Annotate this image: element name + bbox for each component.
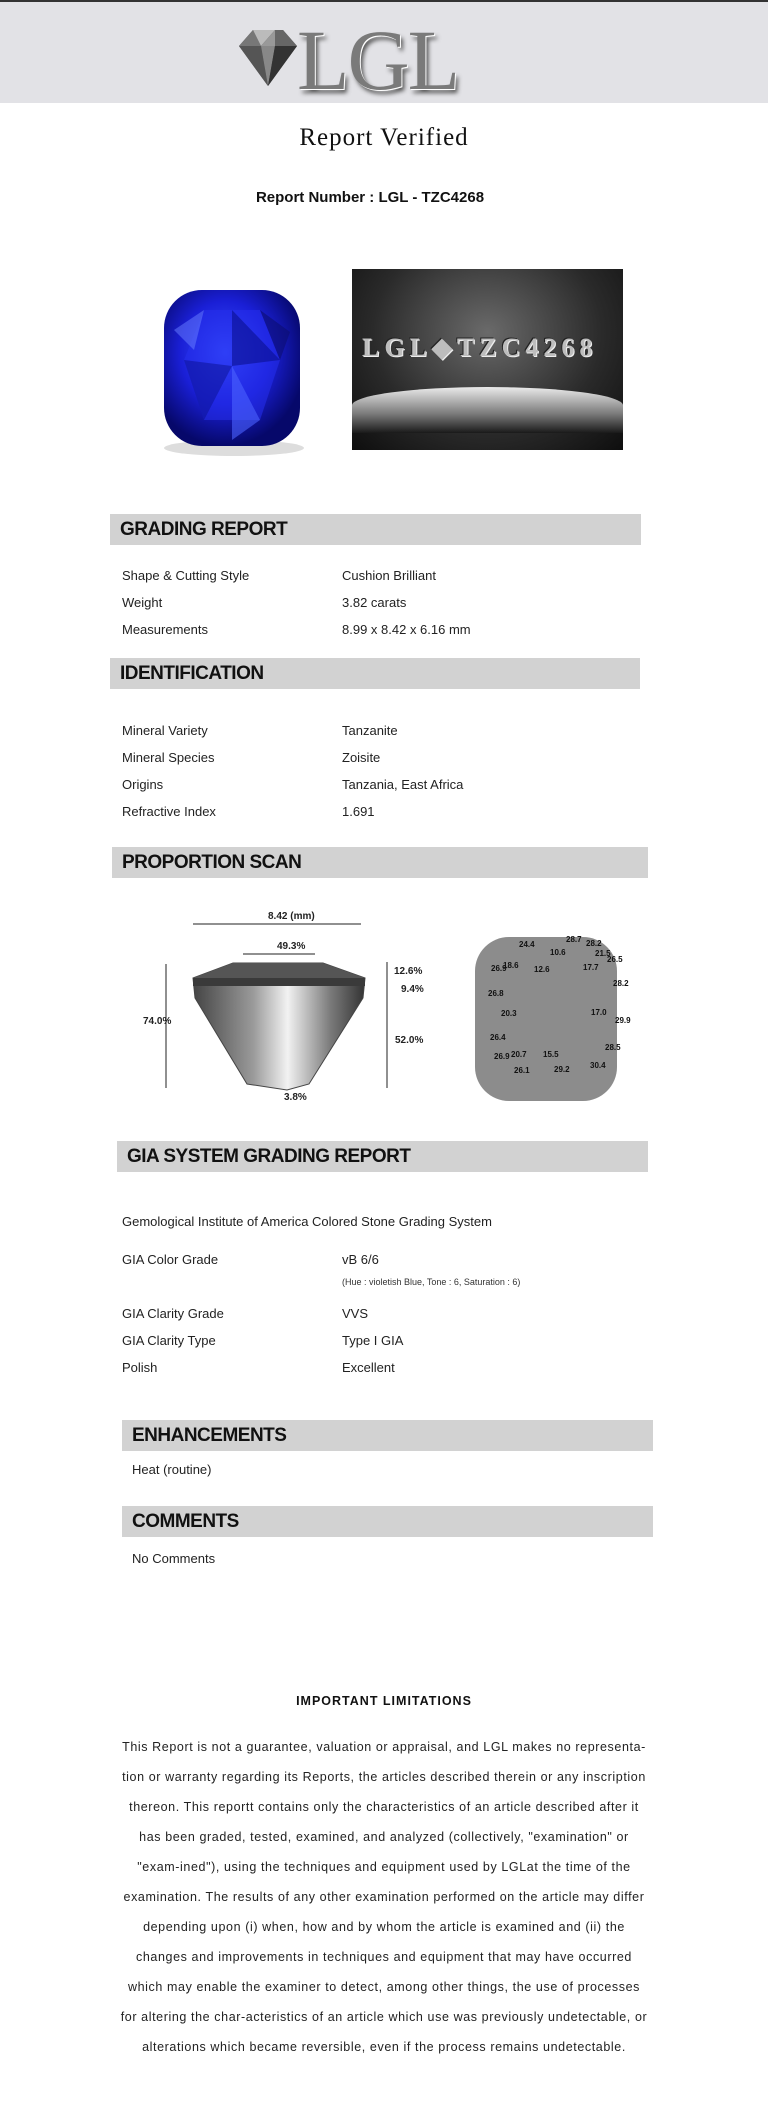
face-value: 21.5 (595, 949, 611, 958)
gia-clarity-grade-value: VVS (342, 1306, 369, 1321)
face-value: 28.5 (605, 1043, 621, 1052)
gia-system-text: Gemological Institute of America Colored Stone Grading System (122, 1214, 492, 1229)
table-percent-label: 49.3% (277, 941, 306, 952)
face-up-scan (471, 933, 621, 1105)
lgl-logo (233, 12, 493, 108)
logo-text: LGL (297, 12, 459, 108)
origins-value: Tanzania, East Africa (342, 777, 464, 792)
face-value: 29.9 (615, 1016, 631, 1025)
face-value: 26.5 (607, 955, 623, 964)
pavilion-depth-label: 52.0% (395, 1035, 424, 1046)
grading-report-heading: GRADING REPORT (110, 514, 641, 545)
face-value: 10.6 (550, 948, 566, 957)
laser-inscription-photo (352, 269, 623, 450)
face-value: 26.4 (490, 1033, 506, 1042)
diamond-logo-icon (233, 24, 303, 94)
report-number: Report Number : LGL - TZC4268 (255, 189, 485, 206)
gia-color-label: GIA Color Grade (122, 1252, 219, 1267)
enhancements-text: Heat (routine) (132, 1462, 212, 1477)
face-value: 29.2 (554, 1065, 570, 1074)
weight-value: 3.82 carats (342, 595, 407, 610)
proportion-scan-heading: PROPORTION SCAN (112, 847, 648, 878)
polish-value: Excellent (342, 1360, 395, 1375)
face-value: 17.0 (591, 1008, 607, 1017)
face-value: 24.4 (519, 940, 535, 949)
mineral-species-value: Zoisite (342, 750, 381, 765)
comments-heading: COMMENTS (122, 1506, 653, 1537)
shape-label: Shape & Cutting Style (122, 568, 250, 583)
girdle-label: 9.4% (401, 984, 424, 995)
limitations-body: This Report is not a guarantee, valuation or appraisal, and LGL makes no representa-tion or warranty regarding its Reports, the articles described therein or any inscription thereon. This reportt contains only the characteristics of an article described after it has been graded, tested, examined, and analyzed (collectively, "examination" or "exam-ined"), using the techniques and equipment used by LGLat the time of the examination. The results of any other examination performed on the article may differ depending upon (i) when, how and by whom the article is examined and (ii) the changes and improvements in techniques and equipment that may have occurred which may enable the examiner to detect, among other things, the use of processes for altering the char-acteristics of an article which use was previously undetectable, or alterations which became reversible, even if the process remains undetectable. (120, 1740, 648, 2054)
limitations-heading: IMPORTANT LIMITATIONS (296, 1694, 472, 1708)
face-value: 17.7 (583, 963, 599, 972)
face-value: 12.6 (534, 965, 550, 974)
crown-height-label: 12.6% (394, 966, 423, 977)
mineral-variety-label: Mineral Variety (122, 723, 208, 738)
measurements-value: 8.99 x 8.42 x 6.16 mm (342, 622, 471, 637)
face-value: 26.8 (488, 989, 504, 998)
mineral-species-label: Mineral Species (122, 750, 215, 765)
gemstone-photo (134, 270, 326, 462)
profile-diagram (113, 902, 443, 1124)
face-value: 26.9 (491, 964, 507, 973)
gia-clarity-type-value: Type I GIA (342, 1333, 404, 1348)
face-value: 28.7 (566, 935, 582, 944)
comments-text: No Comments (132, 1551, 216, 1566)
page-title: Report Verified (299, 124, 469, 151)
origins-label: Origins (122, 777, 164, 792)
weight-label: Weight (122, 595, 163, 610)
face-value: 26.9 (494, 1052, 510, 1061)
face-value: 28.2 (586, 939, 602, 948)
face-value: 26.1 (514, 1066, 530, 1075)
polish-label: Polish (122, 1360, 158, 1375)
face-value: 15.5 (543, 1050, 559, 1059)
proportion-scan-diagram (113, 902, 643, 1124)
gia-clarity-type-label: GIA Clarity Type (122, 1333, 216, 1348)
identification-heading: IDENTIFICATION (110, 658, 640, 689)
gia-color-value: vB 6/6 (342, 1252, 379, 1267)
width-label: 8.42 (mm) (268, 911, 315, 922)
refractive-index-label: Refractive Index (122, 804, 216, 819)
total-depth-label: 74.0% (143, 1016, 172, 1027)
gia-clarity-grade-label: GIA Clarity Grade (122, 1306, 224, 1321)
gia-color-note: (Hue : violetish Blue, Tone : 6, Saturation : 6) (342, 1277, 521, 1287)
face-value: 28.2 (613, 979, 629, 988)
refractive-index-value: 1.691 (342, 804, 375, 819)
gia-heading: GIA SYSTEM GRADING REPORT (117, 1141, 648, 1172)
culet-label: 3.8% (284, 1092, 307, 1103)
mineral-variety-value: Tanzanite (342, 723, 398, 738)
inscription-text: LGL◆TZC4268 (362, 333, 598, 362)
header-band (0, 2, 768, 108)
face-value: 30.4 (590, 1061, 606, 1070)
face-value: 20.7 (511, 1050, 527, 1059)
measurements-label: Measurements (122, 622, 208, 637)
shape-value: Cushion Brilliant (342, 568, 436, 583)
face-value: 20.3 (501, 1009, 517, 1018)
enhancements-heading: ENHANCEMENTS (122, 1420, 653, 1451)
face-value: 18.6 (503, 961, 519, 970)
